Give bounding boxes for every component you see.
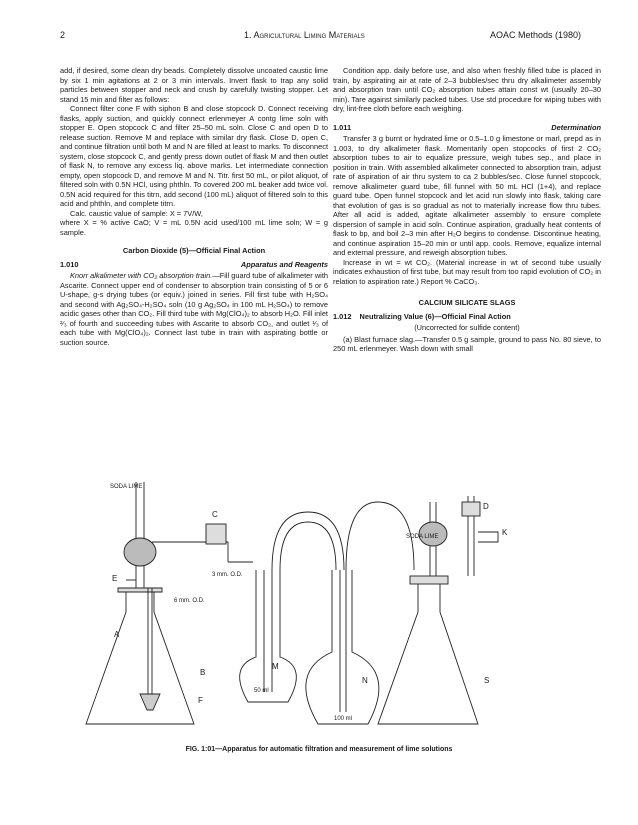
- section-name: Neutralizing Value (6)—Official Final Action: [359, 311, 511, 321]
- label-d: D: [483, 502, 489, 511]
- label-k: K: [502, 528, 508, 537]
- section-heading: [60, 260, 328, 270]
- label-a: A: [114, 630, 120, 639]
- paragraph: Connect filter cone F with siphon B and close stopcock D. Connect receiving flasks, apply suction, and quickly connect erlenmeyer A contg lime soln with stopper E. Open stopcock C and filter 25–50 mL soln. Close C and open D to release suction. Remove M and replace with similar dry flask. Close D, open C, and continue filtration until both M and N are filled at least to marks. To disconnect system, close stopcock C, and gently press down outlet of flask M and then outlet of flask N, to remove any excess liq. above marks. Let intermediate connection empty, open stopcock D, and remove M and N. Titr. first 50 mL, or pilot aliquot, of filtered soln with 0.5N HCl, using phthln. To covered 200 mL beaker add twice vol. 0.5N acid required for this titrn, add second (100 mL) aliquot of filtered soln to this acid and phthln, and complete titrn.: [60, 104, 328, 208]
- label-vol-100: 100 ml: [334, 716, 353, 722]
- paragraph: [60, 271, 328, 347]
- label-soda-lime-right: SODA LIME: [406, 534, 439, 540]
- paragraph: Transfer 3 g burnt or hydrated lime or 0.5–1.0 g limestone or marl, prepd as in 1.003, to dry alkalimeter flask. Momentarily open stopcocks of first 2 CO₂ absorption tubes to air to equalize pressure, weigh tubes sep., and place in position in train. With assembled alkalimeter connected to absorption train, adjust rate of aspiration of air thru system to ca 2 bubbles/sec. Close funnel stopcock, remove alkalimeter guard tube, fill funnel with 50 mL HCl (1+4), and replace guard tube. Open funnel stopcock and let acid run slowly into flask, taking care that evolution of gas is so gradual as not to materially increase flow thru tubes. After all acid is added, agitate alkalimeter assembly to ensure complete dispersion of sample in acid soln. Continue aspiration, gradually heat contents of flask to bp, and boil 2–3 min after H₂O begins to condense. Discontinue heating, and continue aspiration 15–20 min or until app. cools. Remove, equalize internal and external pressure, and reweigh absorption tubes.: [333, 134, 601, 257]
- paragraph: where X = % active CaO; V = mL 0.5N acid used/100 mL lime soln; W = g sample.: [60, 218, 328, 237]
- section-name: Determination: [551, 122, 601, 132]
- formula-line: Calc. caustic value of sample: X = 7V/W,: [70, 208, 203, 218]
- paragraph-lead: Knorr alkalimeter with CO₂ absorption train.: [70, 271, 213, 280]
- paragraph: Increase in wt = wt CO₂. (Material increase in wt of second tube usually indicates exhaustion of first tube, but may result from too rapid evolution of CO₂ in relation to aspiration rate.) Report % CaCO₃.: [333, 257, 601, 286]
- paragraph: Condition app. daily before use, and also when freshly filled tube is placed in train, by aspirating air at rate of 2–3 bubbles/sec thru dry alkalimeter assembly and absorption train until CO₂ absorption tubes attain const wt (usually 20–30 min). Tare against similarly packed tubes. Use std procedure for wiping tubes with dry, lint-free cloth before each weighing.: [333, 66, 601, 113]
- paragraph-body: —Fill guard tube of alkalimeter with Ascarite. Connect upper end of condenser to absorption train consisting of 5 or 6 U-shape, g-s drying tubes (or equiv.) joined in series. Fill first tube with H₂SO₄ and second with Ag₂SO₄-H₂SO₄ soln (10 g Ag₂SO₄ in 100 mL H₂SO₄) to remove acidic gases other than CO₂. Fill third tube with Mg(ClO₄)₂ to absorb H₂O. Fill inlet ²⁄₃ of fourth and succeeding tubes with Ascarite to absorb CO₂, and outlet ¹⁄₃ of each tube with Mg(ClO₄)₂. Connect last tube in train with aspirating bottle or suction source.: [60, 271, 328, 347]
- left-column: [60, 66, 328, 347]
- paragraph: add, if desired, some clean dry beads. Completely dissolve uncoated caustic lime by six 1 min agitations at 2 or 3 min intervals. Invert flask to trap any solid particles between stopper and neck and crush by carefully twisting stopper. Let stand 15 min and filter as follows:: [60, 66, 328, 104]
- right-column: [333, 66, 601, 354]
- label-s: S: [484, 676, 490, 685]
- section-name: Apparatus and Reagents: [240, 259, 328, 269]
- section-heading: [333, 312, 601, 322]
- section-title: CALCIUM SILICATE SLAGS: [418, 298, 516, 307]
- label-e: E: [112, 574, 118, 583]
- page-number: 2: [60, 30, 66, 40]
- label-dim-6mm: 6 mm. O.D.: [174, 598, 205, 604]
- paragraph: (a) Blast furnace slag.—Transfer 0.5 g sample, ground to pass No. 80 sieve, to 250 mL erlenmeyer. Wash down with small: [333, 334, 601, 353]
- label-b: B: [200, 668, 206, 677]
- figure-labels: [78, 462, 558, 742]
- running-head-book: AOAC Methods (1980): [490, 30, 582, 40]
- label-vol-50: 50 ml: [254, 688, 269, 694]
- figure-caption: FIG. 1:01—Apparatus for automatic filtration and measurement of lime solutions: [185, 746, 453, 753]
- running-head-chapter: 1. Agricultural Liming Materials: [244, 30, 365, 40]
- section-number: 1.011: [333, 122, 352, 132]
- subtitle: (Uncorrected for sulfide content): [414, 323, 520, 332]
- label-dim-3mm: 3 mm. O.D.: [212, 572, 243, 578]
- label-c: C: [212, 510, 218, 519]
- section-number: 1.012: [333, 311, 352, 321]
- label-m: M: [272, 662, 279, 671]
- label-f: F: [198, 696, 203, 705]
- section-number: 1.010: [60, 259, 79, 269]
- label-n: N: [362, 676, 368, 685]
- section-title: Carbon Dioxide (5)—Official Final Action: [122, 246, 266, 255]
- section-heading: [333, 123, 601, 133]
- label-soda-lime-left: SODA LIME: [110, 484, 143, 490]
